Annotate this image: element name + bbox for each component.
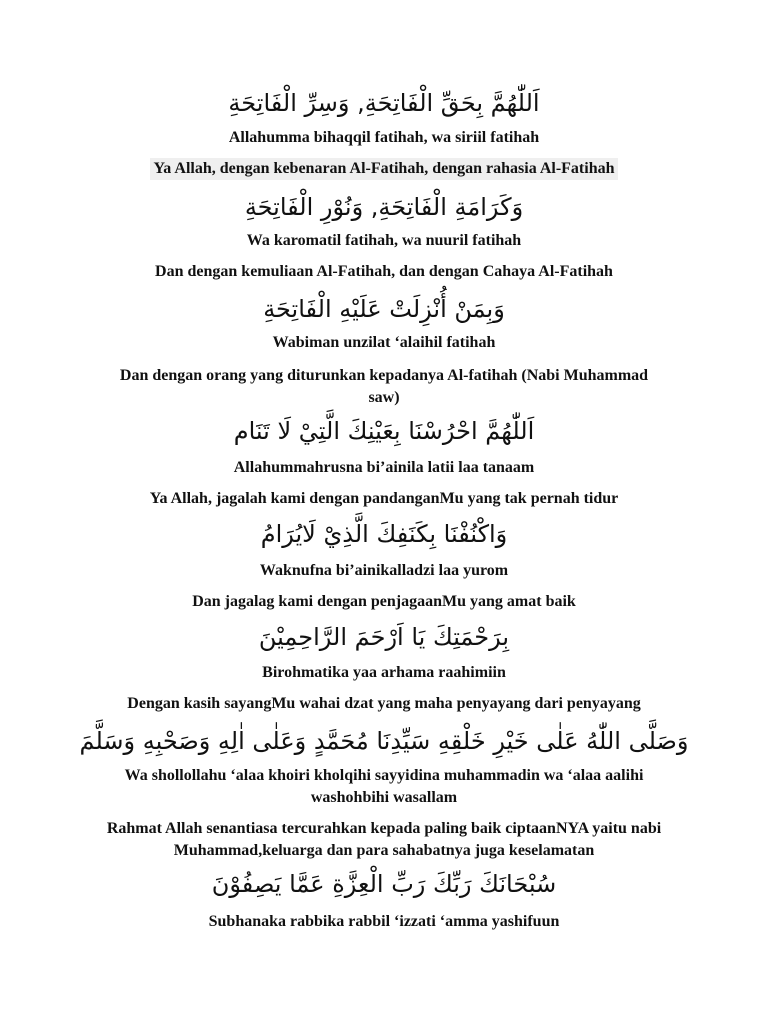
arabic-verse-3: وَبِمَنْ أُنْزِلَتْ عَلَيْهِ الْفَاتِحَةِ — [263, 295, 505, 323]
translation-1-highlight: Ya Allah, dengan kebenaran Al-Fatihah, dengan rahasia Al-Fatihah — [150, 158, 619, 180]
transliteration-3: Wabiman unzilat ‘alaihil fatihah — [272, 334, 496, 351]
transliteration-6: Birohmatika yaa arhama raahimiin — [262, 664, 506, 681]
arabic-verse-5: وَاكْنُفْنَا بِكَنَفِكَ الَّذِيْ لَايُرَامُ — [260, 520, 508, 548]
transliteration-1: Allahumma bihaqqil fatihah, wa siriil fatihah — [228, 129, 540, 146]
arabic-verse-6: بِرَحْمَتِكَ يَا اَرْحَمَ الرَّاحِمِيْنَ — [258, 623, 510, 651]
arabic-verse-7: وَصَلَّى اللّٰهُ عَلٰى خَيْرِ خَلْقِهِ سَيِّدِنَا مُحَمَّدٍ وَعَلٰى اٰلِهِ وَصَحْبِهِ وَسَلَّمَ — [79, 727, 689, 755]
translation-7: Rahmat Allah senantiasa tercurahkan kepada paling baik ciptaanNYA yaitu nabi Muhammad,keluarga dan para sahabatnya juga keselamatan — [106, 820, 662, 859]
arabic-verse-1: اَللّٰهُمَّ بِحَقِّ الْفَاتِحَةِ, وَسِرِّ الْفَاتِحَةِ — [228, 89, 540, 117]
transliteration-8: Subhanaka rabbika rabbil ‘izzati ‘amma yashifuun — [208, 913, 560, 930]
transliteration-2: Wa karomatil fatihah, wa nuuril fatihah — [246, 232, 522, 249]
arabic-verse-4: اَللّٰهُمَّ احْرُسْنَا بِعَيْنِكَ الَّتِيْ لَا تَنَام — [233, 417, 535, 445]
translation-6: Dengan kasih sayangMu wahai dzat yang maha penyayang dari penyayang — [127, 695, 641, 712]
transliteration-5: Waknufna bi’ainikalladzi laa yurom — [259, 562, 509, 579]
arabic-verse-8: سُبْحَانَكَ رَبِّكَ رَبِّ الْعِزَّةِ عَمَّا يَصِفُوْنَ — [211, 870, 557, 898]
translation-3: Dan dengan orang yang diturunkan kepadanya Al-fatihah (Nabi Muhammad saw) — [119, 367, 649, 406]
translation-1 — [60, 158, 708, 180]
transliteration-7: Wa shollollahu ‘alaa khoiri kholqihi sayyidina muhammadin wa ‘alaa aalihi washohbihi wasallam — [124, 767, 644, 806]
arabic-verse-2: وَكَرَامَةِ الْفَاتِحَةِ, وَنُوْرِ الْفَاتِحَةِ — [244, 193, 524, 221]
transliteration-4: Allahummahrusna bi’ainila latii laa tanaam — [233, 459, 535, 476]
translation-2: Dan dengan kemuliaan Al-Fatihah, dan dengan Cahaya Al-Fatihah — [155, 263, 613, 280]
translation-5: Dan jagalag kami dengan penjagaanMu yang amat baik — [192, 593, 576, 610]
translation-4: Ya Allah, jagalah kami dengan pandanganMu yang tak pernah tidur — [149, 490, 619, 507]
